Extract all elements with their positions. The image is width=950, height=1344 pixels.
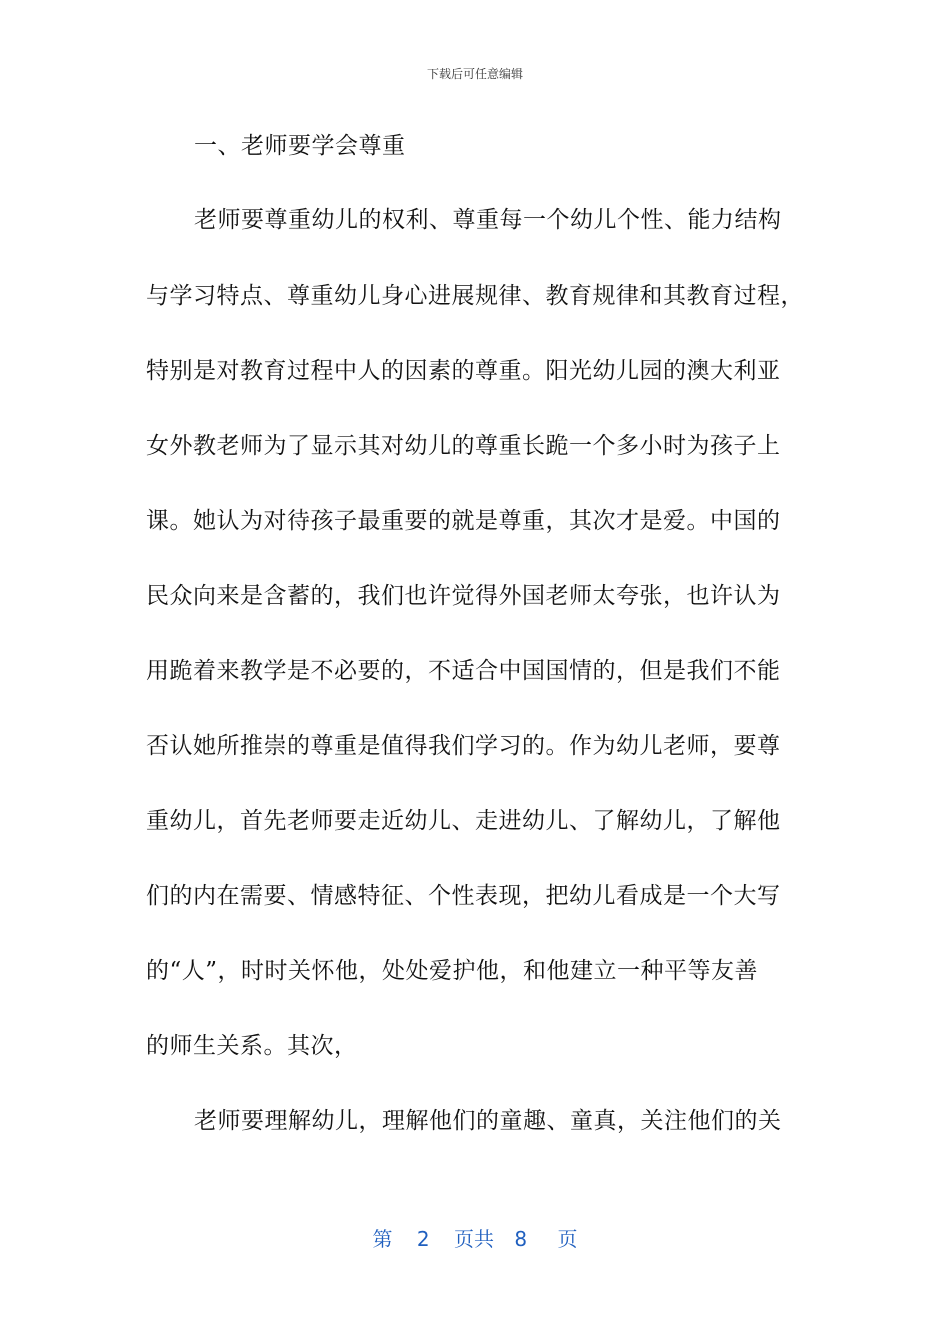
current-page-number: 2 — [416, 1227, 430, 1251]
paragraph-line-1: 老师要尊重幼儿的权利、尊重每一个幼儿个性、能力结构 — [194, 207, 782, 233]
paragraph-line-12: 的师生关系。其次， — [146, 1033, 358, 1059]
paragraph-line-11: 的“人”，时时关怀他，处处爱护他，和他建立一种平等友善 — [146, 958, 759, 984]
paragraph-line-7: 用跪着来教学是不必要的，不适合中国国情的，但是我们不能 — [146, 658, 781, 684]
paragraph-line-6: 民众向来是含蓄的，我们也许觉得外国老师太夸张，也许认为 — [146, 583, 781, 609]
paragraph-line-10: 们的内在需要、情感特征、个性表现，把幼儿看成是一个大写 — [146, 883, 781, 909]
paragraph-line-3: 特别是对教育过程中人的因素的尊重。阳光幼儿园的澳大利亚 — [146, 358, 781, 384]
paragraph-line-9: 重幼儿，首先老师要走近幼儿、走进幼儿、了解幼儿，了解他 — [146, 808, 781, 834]
page-header-note: 下载后可任意编辑 — [426, 67, 523, 81]
paragraph-line-4: 女外教老师为了显示其对幼儿的尊重长跪一个多小时为孩子上 — [146, 433, 781, 459]
paragraph-line-2: 与学习特点、尊重幼儿身心进展规律、教育规律和其教育过程， — [146, 283, 804, 309]
page-label-mid: 页共 — [454, 1227, 494, 1251]
page-label-suffix: 页 — [557, 1227, 578, 1251]
paragraph-line-13: 老师要理解幼儿，理解他们的童趣、童真，关注他们的关 — [194, 1108, 782, 1134]
paragraph-line-5: 课。她认为对待孩子最重要的就是尊重，其次才是爱。中国的 — [146, 508, 781, 534]
page-number-footer — [0, 1226, 950, 1252]
paragraph-line-8: 否认她所推崇的尊重是值得我们学习的。作为幼儿老师，要尊 — [146, 733, 781, 759]
page-label-prefix: 第 — [372, 1227, 393, 1251]
section-heading: 一、老师要学会尊重 — [194, 133, 406, 159]
total-pages-number: 8 — [514, 1227, 528, 1251]
